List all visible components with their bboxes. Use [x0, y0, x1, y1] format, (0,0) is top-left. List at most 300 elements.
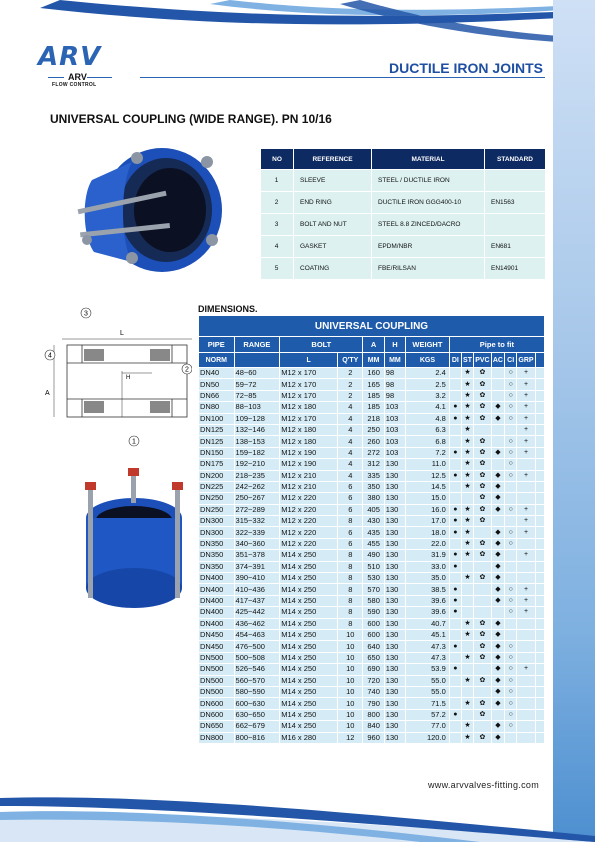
table-row — [199, 424, 545, 435]
cell-spacer — [535, 527, 544, 538]
cell-spacer — [535, 436, 544, 447]
cell-st: ★ — [461, 698, 473, 709]
coupling-photo-2-icon — [78, 468, 190, 628]
cell-spacer — [535, 709, 544, 720]
cell-spacer — [535, 618, 544, 629]
cell-a: 250 — [363, 424, 384, 435]
material-cell-reference: GASKET — [294, 236, 372, 258]
cell-pvc: ✿ — [474, 629, 492, 640]
callout-2: 2 — [185, 366, 189, 374]
cell-pvc: ✿ — [474, 368, 492, 379]
cell-pvc: ✿ — [474, 538, 492, 549]
cell-w: 120.0 — [406, 732, 450, 743]
cell-spacer — [535, 561, 544, 572]
table-row — [199, 538, 545, 549]
cell-grp: + — [517, 413, 535, 424]
cell-h: 130 — [384, 493, 405, 504]
col-range: RANGE — [234, 337, 280, 353]
cell-w: 47.3 — [406, 641, 450, 652]
cell-pvc: ✿ — [474, 493, 492, 504]
cell-grp: + — [517, 607, 535, 618]
cell-spacer — [535, 641, 544, 652]
cell-l: M14 x 250 — [280, 698, 338, 709]
col-ac: AC — [491, 353, 504, 368]
cell-l: M12 x 170 — [280, 413, 338, 424]
table-row — [199, 721, 545, 732]
cell-ci: ○ — [505, 721, 517, 732]
cell-range: 560~570 — [234, 675, 280, 686]
cell-range: 436~462 — [234, 618, 280, 629]
logo-rule-right — [87, 77, 112, 78]
cell-ci: ○ — [505, 595, 517, 606]
cell-w: 55.0 — [406, 675, 450, 686]
cell-st: ★ — [461, 732, 473, 743]
bottom-swoosh-decoration — [0, 790, 595, 842]
cell-h: 130 — [384, 527, 405, 538]
col-grp: GRP — [517, 353, 535, 368]
cell-a: 640 — [363, 641, 384, 652]
cell-di: ● — [449, 527, 461, 538]
cell-grp: + — [517, 447, 535, 458]
cell-a: 590 — [363, 607, 384, 618]
callout-3: 3 — [84, 310, 88, 318]
cell-di — [449, 721, 461, 732]
cell-a: 165 — [363, 379, 384, 390]
coupling-section-drawing — [42, 305, 192, 455]
material-table — [260, 148, 546, 280]
cell-spacer — [535, 504, 544, 515]
material-row — [261, 170, 546, 192]
cell-h: 130 — [384, 618, 405, 629]
cell-l: M14 x 250 — [280, 573, 338, 584]
cell-qty: 2 — [338, 379, 363, 390]
header-reference: REFERENCE — [294, 149, 372, 170]
table-row — [199, 379, 545, 390]
header-standard: STANDARD — [485, 149, 546, 170]
table-row — [199, 652, 545, 663]
cell-dn: DN250 — [199, 504, 235, 515]
cell-a: 740 — [363, 686, 384, 697]
cell-h: 130 — [384, 675, 405, 686]
cell-l: M12 x 220 — [280, 493, 338, 504]
cell-spacer — [535, 573, 544, 584]
cell-pvc: ✿ — [474, 379, 492, 390]
cell-st: ★ — [461, 721, 473, 732]
cell-spacer — [535, 424, 544, 435]
logo-sub-wordmark: ARV — [68, 72, 87, 82]
cell-spacer — [535, 664, 544, 675]
cell-l: M14 x 250 — [280, 595, 338, 606]
cell-st: ★ — [461, 538, 473, 549]
cell-ac: ◆ — [491, 618, 504, 629]
cell-range: 250~267 — [234, 493, 280, 504]
cell-di — [449, 424, 461, 435]
cell-pvc: ✿ — [474, 709, 492, 720]
cell-range: 417~437 — [234, 595, 280, 606]
cell-range: 132~146 — [234, 424, 280, 435]
dimensions-label: DIMENSIONS. — [198, 304, 258, 314]
cell-w: 4.8 — [406, 413, 450, 424]
cell-grp — [517, 573, 535, 584]
cell-w: 12.5 — [406, 470, 450, 481]
cell-spacer — [535, 686, 544, 697]
cell-ac: ◆ — [491, 550, 504, 561]
table-row — [199, 470, 545, 481]
cell-w: 4.1 — [406, 402, 450, 413]
cell-qty: 10 — [338, 675, 363, 686]
cell-di: ● — [449, 641, 461, 652]
material-cell-material: FBE/RILSAN — [372, 258, 485, 280]
cell-h: 130 — [384, 504, 405, 515]
logo-wordmark: ARV — [38, 42, 102, 72]
cell-di: ● — [449, 402, 461, 413]
coupling-photo-icon — [62, 140, 230, 280]
cell-dn: DN500 — [199, 675, 235, 686]
cell-ac: ◆ — [491, 493, 504, 504]
table-row — [199, 493, 545, 504]
cell-w: 17.0 — [406, 516, 450, 527]
cell-l: M12 x 220 — [280, 538, 338, 549]
cell-spacer — [535, 459, 544, 470]
cell-pvc: ✿ — [474, 641, 492, 652]
cell-dn: DN400 — [199, 618, 235, 629]
cell-ci: ○ — [505, 470, 517, 481]
material-cell-no: 3 — [261, 214, 294, 236]
cell-st: ★ — [461, 413, 473, 424]
cell-l: M16 x 280 — [280, 732, 338, 743]
cell-di — [449, 481, 461, 492]
cell-range: 192~210 — [234, 459, 280, 470]
cell-spacer — [535, 584, 544, 595]
cell-h: 98 — [384, 368, 405, 379]
cell-spacer — [535, 629, 544, 640]
cell-range: 500~508 — [234, 652, 280, 663]
cell-st — [461, 607, 473, 618]
cell-spacer — [535, 698, 544, 709]
cell-ci: ○ — [505, 413, 517, 424]
table-row — [199, 527, 545, 538]
cell-h: 130 — [384, 686, 405, 697]
col-a: A — [363, 337, 384, 353]
cell-h: 130 — [384, 459, 405, 470]
cell-h: 103 — [384, 402, 405, 413]
cell-dn: DN800 — [199, 732, 235, 743]
cell-di — [449, 698, 461, 709]
cell-ci: ○ — [505, 584, 517, 595]
cell-range: 88~103 — [234, 402, 280, 413]
cell-ac — [491, 709, 504, 720]
cell-l: M14 x 250 — [280, 607, 338, 618]
cell-qty: 8 — [338, 618, 363, 629]
cell-st: ★ — [461, 390, 473, 401]
cell-st: ★ — [461, 573, 473, 584]
cell-grp: + — [517, 470, 535, 481]
cell-pvc: ✿ — [474, 459, 492, 470]
cell-ac: ◆ — [491, 527, 504, 538]
table-row — [199, 698, 545, 709]
table-row — [199, 436, 545, 447]
cell-spacer — [535, 368, 544, 379]
cell-dn: DN500 — [199, 652, 235, 663]
cell-ac — [491, 379, 504, 390]
cell-st — [461, 709, 473, 720]
table-row — [199, 629, 545, 640]
cell-dn: DN400 — [199, 584, 235, 595]
cell-di: ● — [449, 550, 461, 561]
cell-di — [449, 538, 461, 549]
cell-qty: 8 — [338, 607, 363, 618]
cell-range: 315~332 — [234, 516, 280, 527]
cell-ci: ○ — [505, 709, 517, 720]
cell-l: M12 x 190 — [280, 459, 338, 470]
cell-grp: + — [517, 436, 535, 447]
cell-l: M14 x 250 — [280, 664, 338, 675]
dimensions-table — [198, 315, 545, 744]
material-cell-standard — [485, 170, 546, 192]
cell-range: 630~650 — [234, 709, 280, 720]
cell-ac: ◆ — [491, 652, 504, 663]
cell-ac: ◆ — [491, 561, 504, 572]
cell-grp: + — [517, 527, 535, 538]
cell-qty: 4 — [338, 436, 363, 447]
cell-ac: ◆ — [491, 698, 504, 709]
cell-qty: 8 — [338, 550, 363, 561]
cell-range: 159~182 — [234, 447, 280, 458]
cell-st: ★ — [461, 424, 473, 435]
cell-pvc: ✿ — [474, 573, 492, 584]
table-row — [199, 504, 545, 515]
material-cell-standard — [485, 214, 546, 236]
cell-di — [449, 686, 461, 697]
table-row — [199, 686, 545, 697]
cell-qty: 10 — [338, 641, 363, 652]
cell-grp — [517, 675, 535, 686]
cell-w: 40.7 — [406, 618, 450, 629]
col-weight: WEIGHT — [406, 337, 450, 353]
cell-ac: ◆ — [491, 641, 504, 652]
cell-dn: DN175 — [199, 459, 235, 470]
cell-a: 580 — [363, 595, 384, 606]
cell-l: M12 x 180 — [280, 402, 338, 413]
cell-st: ★ — [461, 470, 473, 481]
cell-ci — [505, 424, 517, 435]
cell-l: M12 x 220 — [280, 527, 338, 538]
header-rule — [140, 77, 545, 78]
cell-qty: 6 — [338, 538, 363, 549]
cell-st: ★ — [461, 618, 473, 629]
table-row — [199, 641, 545, 652]
cell-h: 130 — [384, 538, 405, 549]
cell-w: 55.0 — [406, 686, 450, 697]
cell-a: 790 — [363, 698, 384, 709]
cell-w: 11.0 — [406, 459, 450, 470]
material-cell-material: DUCTILE IRON GGG400-10 — [372, 192, 485, 214]
cell-ci: ○ — [505, 675, 517, 686]
cell-grp: + — [517, 550, 535, 561]
cell-l: M14 x 250 — [280, 652, 338, 663]
header-no: NO — [261, 149, 294, 170]
cell-a: 800 — [363, 709, 384, 720]
cell-st: ★ — [461, 629, 473, 640]
cell-di: ● — [449, 447, 461, 458]
cell-l: M14 x 250 — [280, 618, 338, 629]
cell-ci: ○ — [505, 504, 517, 515]
cell-range: 272~289 — [234, 504, 280, 515]
cell-a: 600 — [363, 629, 384, 640]
cell-ci: ○ — [505, 379, 517, 390]
material-row — [261, 236, 546, 258]
col-norm: NORM — [199, 353, 235, 368]
cell-pvc — [474, 584, 492, 595]
cell-a: 690 — [363, 664, 384, 675]
cell-dn: DN400 — [199, 573, 235, 584]
cell-ci — [505, 550, 517, 561]
cell-ac — [491, 436, 504, 447]
dim-label-h: H — [126, 375, 131, 381]
cell-a: 490 — [363, 550, 384, 561]
cell-w: 45.1 — [406, 629, 450, 640]
table-row — [199, 516, 545, 527]
cell-ci: ○ — [505, 436, 517, 447]
cell-spacer — [535, 447, 544, 458]
material-cell-reference: END RING — [294, 192, 372, 214]
cell-h: 98 — [384, 379, 405, 390]
cell-pvc — [474, 595, 492, 606]
cell-spacer — [535, 607, 544, 618]
cell-range: 242~262 — [234, 481, 280, 492]
cell-di: ● — [449, 504, 461, 515]
cell-h: 130 — [384, 550, 405, 561]
cell-range: 351~378 — [234, 550, 280, 561]
cell-pvc — [474, 561, 492, 572]
cell-a: 530 — [363, 573, 384, 584]
website-link[interactable]: www.arvvalves-fitting.com — [427, 780, 539, 790]
cell-a: 160 — [363, 368, 384, 379]
cell-h: 130 — [384, 516, 405, 527]
cell-l: M12 x 170 — [280, 379, 338, 390]
cell-ci: ○ — [505, 447, 517, 458]
cell-a: 650 — [363, 652, 384, 663]
cell-qty: 8 — [338, 561, 363, 572]
cell-dn: DN150 — [199, 447, 235, 458]
cell-pvc: ✿ — [474, 675, 492, 686]
cell-h: 98 — [384, 390, 405, 401]
cell-qty: 4 — [338, 424, 363, 435]
cell-ci — [505, 561, 517, 572]
cell-pvc — [474, 527, 492, 538]
product-title: UNIVERSAL COUPLING (WIDE RANGE). PN 10/16 — [50, 112, 332, 126]
col-pvc: PVC — [474, 353, 492, 368]
cell-qty: 6 — [338, 527, 363, 538]
cell-qty: 10 — [338, 686, 363, 697]
cell-l: M12 x 170 — [280, 390, 338, 401]
cell-ci: ○ — [505, 664, 517, 675]
cell-grp — [517, 721, 535, 732]
cell-a: 335 — [363, 470, 384, 481]
cell-di — [449, 459, 461, 470]
cell-di — [449, 379, 461, 390]
cell-grp: + — [517, 584, 535, 595]
cell-di: ● — [449, 561, 461, 572]
cell-st: ★ — [461, 652, 473, 663]
cell-dn: DN80 — [199, 402, 235, 413]
cell-qty: 4 — [338, 413, 363, 424]
cell-dn: DN225 — [199, 481, 235, 492]
cell-ac: ◆ — [491, 573, 504, 584]
cell-di: ● — [449, 709, 461, 720]
cell-ac — [491, 424, 504, 435]
cell-range: 374~391 — [234, 561, 280, 572]
cell-dn: DN300 — [199, 516, 235, 527]
cell-ac: ◆ — [491, 402, 504, 413]
cell-pvc: ✿ — [474, 504, 492, 515]
cell-ac: ◆ — [491, 686, 504, 697]
cell-range: 526~546 — [234, 664, 280, 675]
cell-a: 405 — [363, 504, 384, 515]
cell-w: 15.0 — [406, 493, 450, 504]
cell-l: M14 x 250 — [280, 721, 338, 732]
cell-ci: ○ — [505, 538, 517, 549]
table-row — [199, 732, 545, 743]
cell-h: 130 — [384, 641, 405, 652]
cell-h: 103 — [384, 424, 405, 435]
cell-dn: DN300 — [199, 527, 235, 538]
cell-a: 185 — [363, 402, 384, 413]
cell-pvc: ✿ — [474, 436, 492, 447]
cell-ci: ○ — [505, 652, 517, 663]
cell-st: ★ — [461, 459, 473, 470]
cell-qty: 6 — [338, 504, 363, 515]
cell-qty: 4 — [338, 459, 363, 470]
cell-dn: DN650 — [199, 721, 235, 732]
cell-w: 47.3 — [406, 652, 450, 663]
cell-a: 840 — [363, 721, 384, 732]
table-row — [199, 561, 545, 572]
col-ci: CI — [505, 353, 517, 368]
cell-ci: ○ — [505, 641, 517, 652]
table-row — [199, 618, 545, 629]
col-di: DI — [449, 353, 461, 368]
table-row — [199, 368, 545, 379]
cell-l: M14 x 250 — [280, 629, 338, 640]
cell-qty: 2 — [338, 368, 363, 379]
cell-range: 454~463 — [234, 629, 280, 640]
cell-di — [449, 368, 461, 379]
cell-dn: DN100 — [199, 413, 235, 424]
cell-pvc: ✿ — [474, 447, 492, 458]
table-row — [199, 584, 545, 595]
cell-qty: 10 — [338, 664, 363, 675]
cell-l: M14 x 250 — [280, 584, 338, 595]
cell-w: 3.2 — [406, 390, 450, 401]
top-swoosh-decoration — [0, 0, 595, 48]
cell-ac: ◆ — [491, 721, 504, 732]
cell-l: M14 x 250 — [280, 641, 338, 652]
cell-ac: ◆ — [491, 675, 504, 686]
cell-spacer — [535, 652, 544, 663]
cell-w: 77.0 — [406, 721, 450, 732]
cell-st: ★ — [461, 516, 473, 527]
cell-a: 510 — [363, 561, 384, 572]
col-range-blank — [234, 353, 280, 368]
cell-di — [449, 390, 461, 401]
cell-ac: ◆ — [491, 447, 504, 458]
cell-grp: + — [517, 379, 535, 390]
cell-h: 130 — [384, 607, 405, 618]
cell-h: 130 — [384, 481, 405, 492]
cell-dn: DN250 — [199, 493, 235, 504]
cell-qty: 6 — [338, 493, 363, 504]
